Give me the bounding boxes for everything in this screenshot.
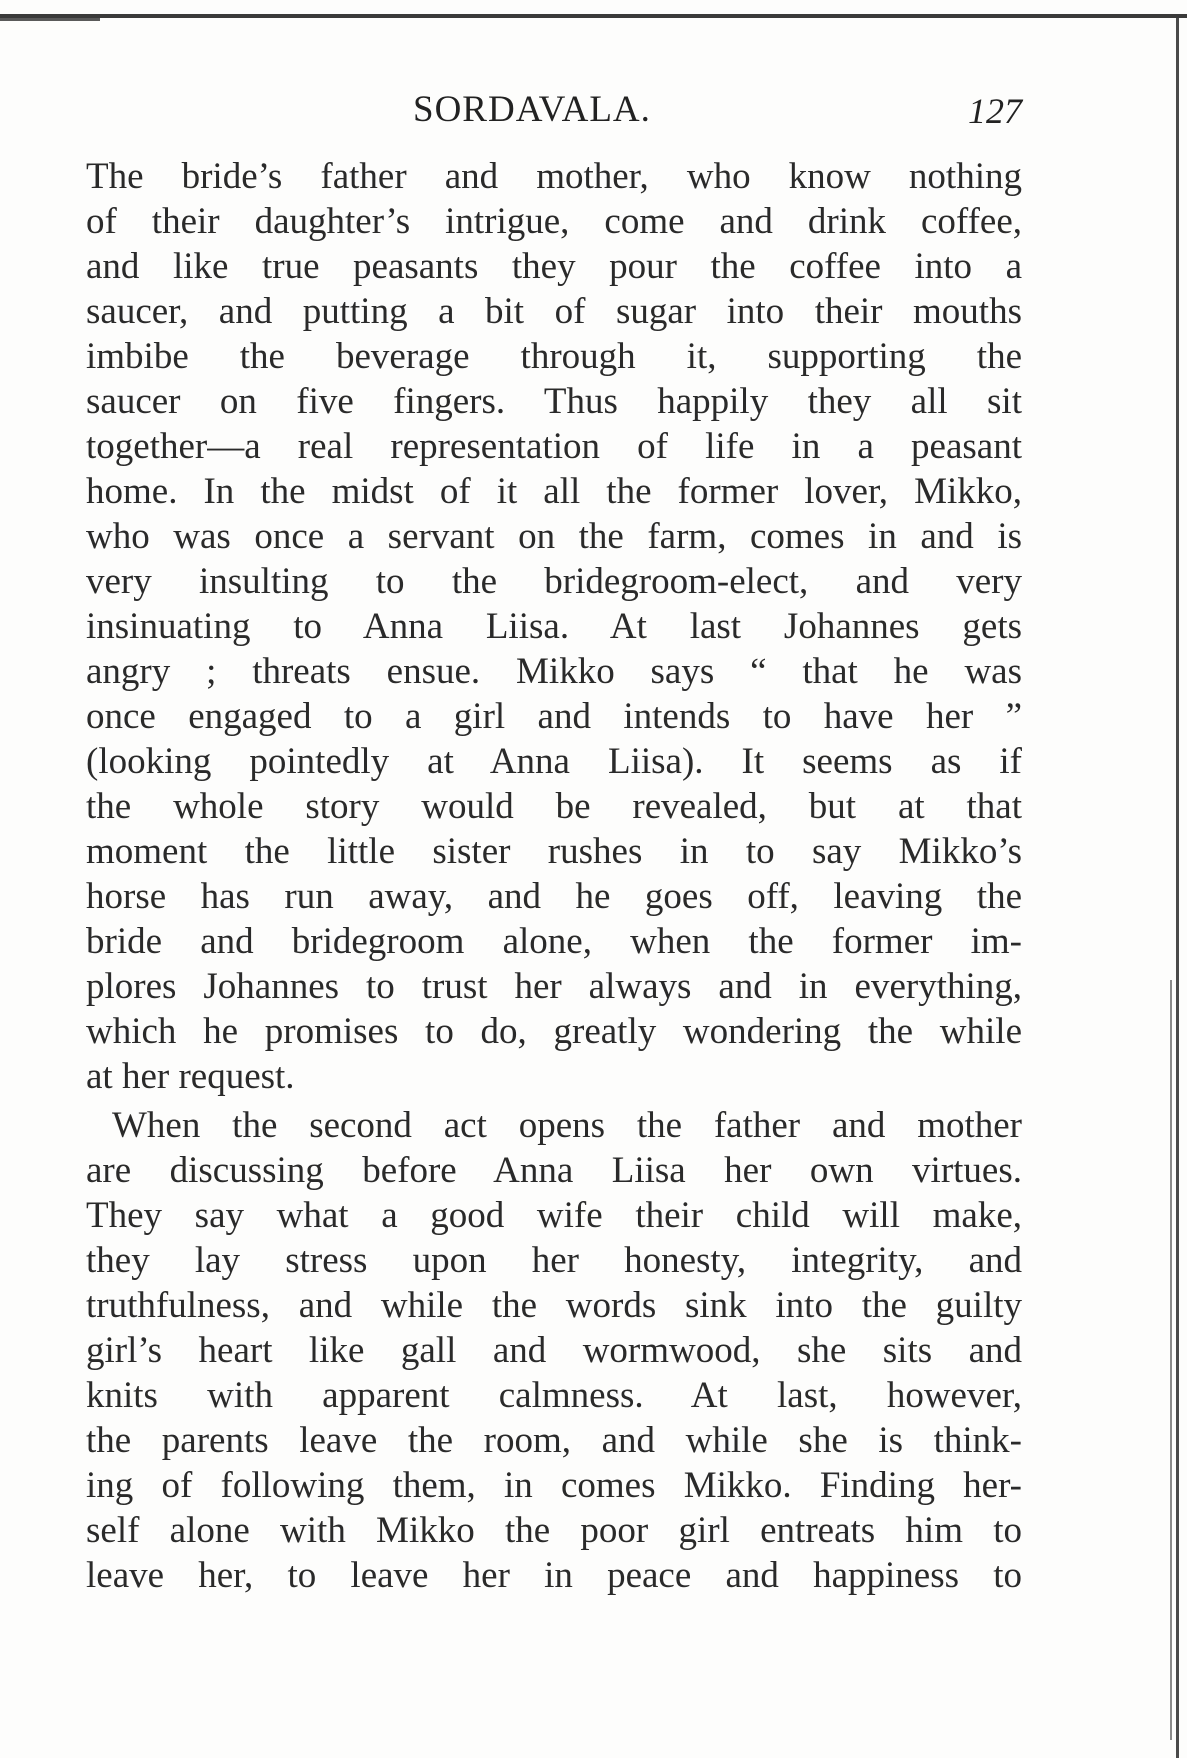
text-line: home. In the midst of it all the former lover, Mikko, — [86, 471, 1022, 512]
text-line: the whole story would be revealed, but at that — [86, 786, 1022, 827]
top-border-mark — [0, 18, 100, 21]
right-page-edge — [1176, 18, 1179, 1758]
text-line: of their daughter’s intrigue, come and drink coffee, — [86, 201, 1022, 242]
text-line: leave her, to leave her in peace and happiness to — [86, 1555, 1022, 1596]
text-line: ing of following them, in comes Mikko. Finding her- — [86, 1465, 1022, 1506]
text-line: plores Johannes to trust her always and in everything, — [86, 966, 1022, 1007]
text-line: at her request. — [86, 1056, 295, 1097]
text-line: insinuating to Anna Liisa. At last Johannes gets — [86, 606, 1022, 647]
text-line: The bride’s father and mother, who know nothing — [86, 156, 1022, 197]
text-line: imbibe the beverage through it, supporting the — [86, 336, 1022, 377]
text-line: knits with apparent calmness. At last, however, — [86, 1375, 1022, 1416]
text-line: self alone with Mikko the poor girl entreats him to — [86, 1510, 1022, 1551]
text-line: the parents leave the room, and while she is think- — [86, 1420, 1022, 1461]
text-line: very insulting to the bridegroom-elect, and very — [86, 561, 1022, 602]
text-line: truthfulness, and while the words sink into the guilty — [86, 1285, 1022, 1326]
page-header — [86, 88, 1022, 138]
text-line: They say what a good wife their child will make, — [86, 1195, 1022, 1236]
text-line: bride and bridegroom alone, when the former im- — [86, 921, 1022, 962]
text-line: which he promises to do, greatly wondering the while — [86, 1011, 1022, 1052]
page-number: 127 — [968, 91, 1022, 131]
text-line: are discussing before Anna Liisa her own virtues. — [86, 1150, 1022, 1191]
top-border-line — [0, 14, 1187, 18]
text-line: they lay stress upon her honesty, integrity, and — [86, 1240, 1022, 1281]
text-line: When the second act opens the father and mother — [112, 1105, 1022, 1146]
right-page-edge-shadow — [1170, 980, 1172, 1740]
paragraph — [86, 154, 1022, 1099]
text-line: horse has run away, and he goes off, leaving the — [86, 876, 1022, 917]
paragraph — [86, 1103, 1022, 1598]
text-line: together—a real representation of life in a peasant — [86, 426, 1022, 467]
text-line: (looking pointedly at Anna Liisa). It seems as if — [86, 741, 1022, 782]
text-line: saucer on five fingers. Thus happily they all sit — [86, 381, 1022, 422]
text-line: once engaged to a girl and intends to have her ” — [86, 696, 1022, 737]
running-title: SORDAVALA. — [413, 89, 651, 130]
text-line: angry ; threats ensue. Mikko says “ that he was — [86, 651, 1022, 692]
text-line: saucer, and putting a bit of sugar into their mouths — [86, 291, 1022, 332]
body-text — [86, 154, 1022, 1598]
text-line: girl’s heart like gall and wormwood, she sits and — [86, 1330, 1022, 1371]
text-line: and like true peasants they pour the coffee into a — [86, 246, 1022, 287]
text-line: who was once a servant on the farm, comes in and is — [86, 516, 1022, 557]
text-line: moment the little sister rushes in to say Mikko’s — [86, 831, 1022, 872]
